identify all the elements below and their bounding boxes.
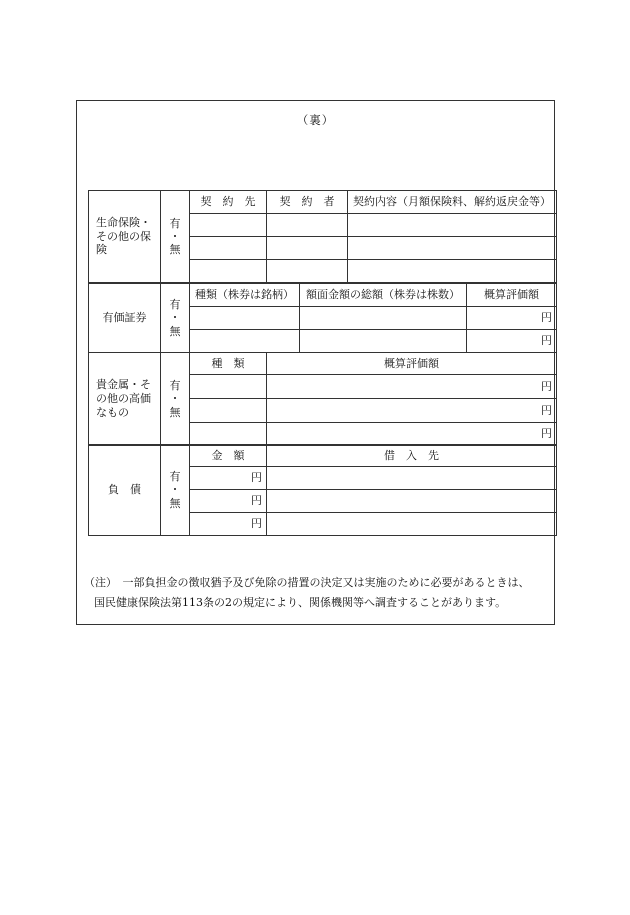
footnote-line-2: 国民健康保険法第113条の2の規定により、関係機関等へ調査することがあります。 [94,596,507,609]
yen-unit: 円 [467,307,557,330]
insurer-header: 契 約 先 [190,191,267,214]
yen-unit: 円 [190,467,267,490]
policyholder-cell[interactable] [267,214,348,237]
securities-label: 有価証券 [89,284,161,353]
yen-unit: 円 [467,330,557,353]
security-type-cell[interactable] [190,330,300,353]
yen-unit: 円 [267,375,557,399]
item-type-cell[interactable] [190,375,267,399]
amount-header: 金 額 [190,445,267,467]
security-type-header: 種類（株券は銘柄） [190,284,300,307]
contract-details-cell[interactable] [348,260,557,283]
face-value-cell[interactable] [300,330,467,353]
yen-unit: 円 [190,513,267,536]
page-heading: （裏） [296,113,335,127]
face-value-header: 額面金額の総額（株券は株数） [300,284,467,307]
security-type-cell[interactable] [190,307,300,330]
lender-cell[interactable] [267,467,557,490]
footnote-line-1: （注） 一部負担金の徴収猶予及び免除の措置の決定又は実施のために必要があるときは、 [84,576,530,589]
debt-table [88,444,557,536]
yen-unit: 円 [267,423,557,446]
policyholder-cell[interactable] [267,260,348,283]
lender-header: 借 入 先 [267,445,557,467]
yen-unit: 円 [190,490,267,513]
insurer-cell[interactable] [190,237,267,260]
precious-items-label: 貴金属・その他の高価なもの [89,353,161,446]
insurer-cell[interactable] [190,260,267,283]
footnote [84,573,554,613]
insurer-cell[interactable] [190,214,267,237]
insurance-table [88,190,557,283]
yes-no-mark: 有 ・ 無 [161,191,190,283]
debt-label: 負 債 [89,445,161,536]
contract-details-cell[interactable] [348,214,557,237]
estimated-value-header: 概算評価額 [267,353,557,375]
precious-items-table [88,352,557,446]
contract-details-cell[interactable] [348,237,557,260]
item-type-cell[interactable] [190,399,267,423]
lender-cell[interactable] [267,490,557,513]
policyholder-cell[interactable] [267,237,348,260]
yes-no-mark: 有 ・ 無 [161,445,190,536]
item-type-cell[interactable] [190,423,267,446]
policyholder-header: 契 約 者 [267,191,348,214]
contract-details-header: 契約内容（月額保険料、解約返戻金等） [348,191,557,214]
face-value-cell[interactable] [300,307,467,330]
securities-table [88,283,557,353]
yes-no-mark: 有 ・ 無 [161,284,190,353]
item-type-header: 種 類 [190,353,267,375]
yen-unit: 円 [267,399,557,423]
lender-cell[interactable] [267,513,557,536]
estimated-value-header: 概算評価額 [467,284,557,307]
yes-no-mark: 有 ・ 無 [161,353,190,446]
insurance-label: 生命保険・その他の保険 [89,191,161,283]
